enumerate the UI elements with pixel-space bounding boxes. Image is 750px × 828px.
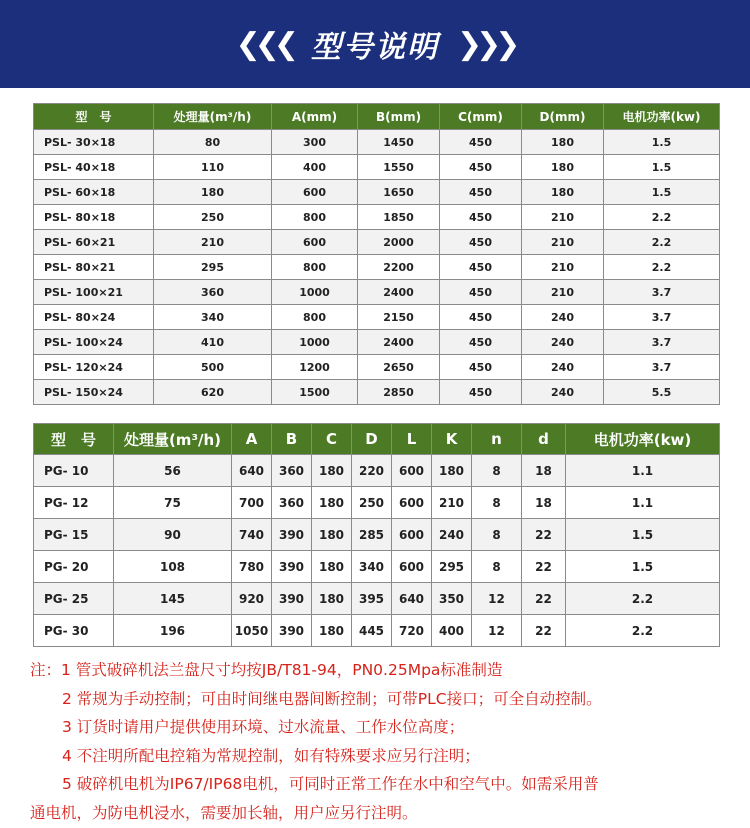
table-cell: 350 [432,583,472,615]
table-cell: 75 [114,487,232,519]
table-cell: 18 [522,487,566,519]
column-header: 电机功率(kw) [604,104,720,130]
pg-table-body [34,455,720,647]
table-row [34,583,720,615]
table-row [34,551,720,583]
table-cell: 18 [522,455,566,487]
table-cell: 240 [522,355,604,380]
table-cell: 640 [232,455,272,487]
table-cell: 1.5 [604,180,720,205]
table-cell: 1450 [358,130,440,155]
model-cell: PSL- 100×24 [34,330,154,355]
model-cell: PSL- 60×18 [34,180,154,205]
model-cell: PSL- 80×21 [34,255,154,280]
note-line: 5 破碎机电机为IP67/IP68电机，可同时正常工作在水中和空气中。如需采用普 [62,775,599,794]
column-header: 型 号 [34,424,114,455]
table-cell: 1550 [358,155,440,180]
model-cell: PSL- 100×21 [34,280,154,305]
table-cell: 180 [312,487,352,519]
table-cell: 3.7 [604,280,720,305]
model-cell: PSL- 60×21 [34,230,154,255]
table-cell: 450 [440,280,522,305]
table-cell: 1.5 [566,519,720,551]
table-cell: 180 [522,180,604,205]
psl-table-body [34,130,720,405]
table-cell: 108 [114,551,232,583]
table-cell: 800 [272,305,358,330]
table-cell: 1.5 [566,551,720,583]
table-cell: 2.2 [604,255,720,280]
title-banner [0,0,750,88]
table-cell: 8 [472,455,522,487]
table-cell: 5.5 [604,380,720,405]
table-cell: 8 [472,519,522,551]
psl-spec-table [33,103,720,405]
table-cell: 1000 [272,280,358,305]
table-cell: 300 [272,130,358,155]
table-cell: 600 [272,230,358,255]
table-cell: 640 [392,583,432,615]
table-cell: 2.2 [566,615,720,647]
pg-header-row [34,424,720,455]
table-cell: 22 [522,583,566,615]
column-header: C [312,424,352,455]
table-cell: 295 [432,551,472,583]
table-cell: 1.1 [566,487,720,519]
table-cell: 180 [312,615,352,647]
table-cell: 210 [522,280,604,305]
table-cell: 400 [272,155,358,180]
table-cell: 210 [522,255,604,280]
table-cell: 180 [312,455,352,487]
table-cell: 390 [272,519,312,551]
notes-prefix: 注： [30,661,62,679]
table-cell: 920 [232,583,272,615]
table-cell: 600 [392,519,432,551]
note-line: 3 订货时请用户提供使用环境、过水流量、工作水位高度； [62,718,465,737]
table-cell: 2850 [358,380,440,405]
table-cell: 180 [312,519,352,551]
table-cell: 450 [440,330,522,355]
model-cell: PSL- 40×18 [34,155,154,180]
table-cell: 1500 [272,380,358,405]
table-cell: 1650 [358,180,440,205]
table-cell: 8 [472,487,522,519]
column-header: A(mm) [272,104,358,130]
table-cell: 295 [154,255,272,280]
notes-block [30,656,730,828]
table-cell: 180 [312,583,352,615]
table-cell: 285 [352,519,392,551]
table-cell: 2.2 [604,230,720,255]
table-row [34,255,720,280]
table-row [34,280,720,305]
table-row [34,205,720,230]
model-cell: PG- 20 [34,551,114,583]
table-cell: 22 [522,519,566,551]
table-cell: 450 [440,130,522,155]
column-header: 处理量(m³/h) [154,104,272,130]
left-chevrons-icon: ❮❮❮ [235,26,293,62]
table-cell: 360 [272,455,312,487]
table-cell: 2200 [358,255,440,280]
table-cell: 180 [154,180,272,205]
right-chevrons-icon: ❯❯❯ [457,26,515,62]
column-header: n [472,424,522,455]
model-cell: PSL- 30×18 [34,130,154,155]
table-cell: 360 [154,280,272,305]
table-cell: 800 [272,205,358,230]
column-header: 电机功率(kw) [566,424,720,455]
table-cell: 210 [432,487,472,519]
table-cell: 180 [312,551,352,583]
table-cell: 22 [522,551,566,583]
model-cell: PG- 15 [34,519,114,551]
table-cell: 210 [522,205,604,230]
table-cell: 600 [392,551,432,583]
table-cell: 450 [440,380,522,405]
table-cell: 450 [440,305,522,330]
table-cell: 3.7 [604,355,720,380]
table-row [34,330,720,355]
table-cell: 340 [154,305,272,330]
table-cell: 1.1 [566,455,720,487]
column-header: B(mm) [358,104,440,130]
table-cell: 780 [232,551,272,583]
table-cell: 240 [522,305,604,330]
model-cell: PG- 10 [34,455,114,487]
table-cell: 2.2 [566,583,720,615]
table-cell: 250 [154,205,272,230]
table-cell: 240 [522,380,604,405]
table-cell: 2150 [358,305,440,330]
table-cell: 740 [232,519,272,551]
table-row [34,305,720,330]
table-cell: 22 [522,615,566,647]
table-cell: 240 [522,330,604,355]
table-row [34,380,720,405]
column-header: C(mm) [440,104,522,130]
table-cell: 180 [522,130,604,155]
model-cell: PSL- 80×18 [34,205,154,230]
psl-header-row [34,104,720,130]
table-cell: 180 [522,155,604,180]
note-text: 1 管式破碎机法兰盘尺寸均按JB/T81-94，PN0.25Mpa标准制造 [61,661,503,679]
table-cell: 110 [154,155,272,180]
table-cell: 250 [352,487,392,519]
table-cell: 3.7 [604,305,720,330]
table-cell: 340 [352,551,392,583]
model-cell: PG- 12 [34,487,114,519]
table-cell: 800 [272,255,358,280]
column-header: 处理量(m³/h) [114,424,232,455]
table-cell: 1200 [272,355,358,380]
table-cell: 450 [440,230,522,255]
table-cell: 450 [440,155,522,180]
model-cell: PG- 30 [34,615,114,647]
table-row [34,487,720,519]
table-cell: 1.5 [604,130,720,155]
page-title: 型号说明 [311,30,439,65]
pg-spec-table [33,423,720,647]
column-header: D [352,424,392,455]
table-cell: 395 [352,583,392,615]
table-cell: 90 [114,519,232,551]
column-header: 型 号 [34,104,154,130]
model-cell: PSL- 150×24 [34,380,154,405]
table-cell: 450 [440,355,522,380]
note-line: 通电机，为防电机浸水，需要加长轴，用户应另行注明。 [30,803,418,822]
table-cell: 450 [440,255,522,280]
table-cell: 720 [392,615,432,647]
table-row [34,455,720,487]
table-cell: 390 [272,615,312,647]
table-cell: 700 [232,487,272,519]
table-cell: 1850 [358,205,440,230]
model-cell: PG- 25 [34,583,114,615]
table-cell: 400 [432,615,472,647]
model-cell: PSL- 80×24 [34,305,154,330]
table-cell: 2000 [358,230,440,255]
table-cell: 220 [352,455,392,487]
table-cell: 600 [392,455,432,487]
table-row [34,180,720,205]
table-cell: 2650 [358,355,440,380]
table-cell: 1.5 [604,155,720,180]
column-header: A [232,424,272,455]
table-cell: 410 [154,330,272,355]
table-cell: 2.2 [604,205,720,230]
table-row [34,615,720,647]
table-row [34,130,720,155]
table-cell: 8 [472,551,522,583]
table-cell: 240 [432,519,472,551]
table-cell: 620 [154,380,272,405]
column-header: K [432,424,472,455]
column-header: B [272,424,312,455]
table-cell: 2400 [358,280,440,305]
table-cell: 450 [440,205,522,230]
table-cell: 3.7 [604,330,720,355]
table-cell: 500 [154,355,272,380]
table-cell: 600 [392,487,432,519]
note-line: 2 常规为手动控制；可由时间继电器间断控制；可带PLC接口；可全自动控制。 [62,689,602,708]
table-cell: 360 [272,487,312,519]
table-cell: 80 [154,130,272,155]
table-cell: 1000 [272,330,358,355]
table-cell: 390 [272,551,312,583]
table-row [34,355,720,380]
note-line [30,656,730,685]
table-cell: 180 [432,455,472,487]
table-cell: 2400 [358,330,440,355]
table-cell: 12 [472,583,522,615]
table-cell: 445 [352,615,392,647]
table-cell: 600 [272,180,358,205]
table-cell: 56 [114,455,232,487]
table-cell: 210 [154,230,272,255]
table-cell: 196 [114,615,232,647]
note-line: 4 不注明所配电控箱为常规控制，如有特殊要求应另行注明； [62,746,480,765]
table-cell: 1050 [232,615,272,647]
table-row [34,519,720,551]
column-header: D(mm) [522,104,604,130]
column-header: d [522,424,566,455]
column-header: L [392,424,432,455]
table-cell: 145 [114,583,232,615]
model-cell: PSL- 120×24 [34,355,154,380]
table-cell: 210 [522,230,604,255]
table-cell: 12 [472,615,522,647]
table-row [34,230,720,255]
table-row [34,155,720,180]
table-cell: 390 [272,583,312,615]
table-cell: 450 [440,180,522,205]
